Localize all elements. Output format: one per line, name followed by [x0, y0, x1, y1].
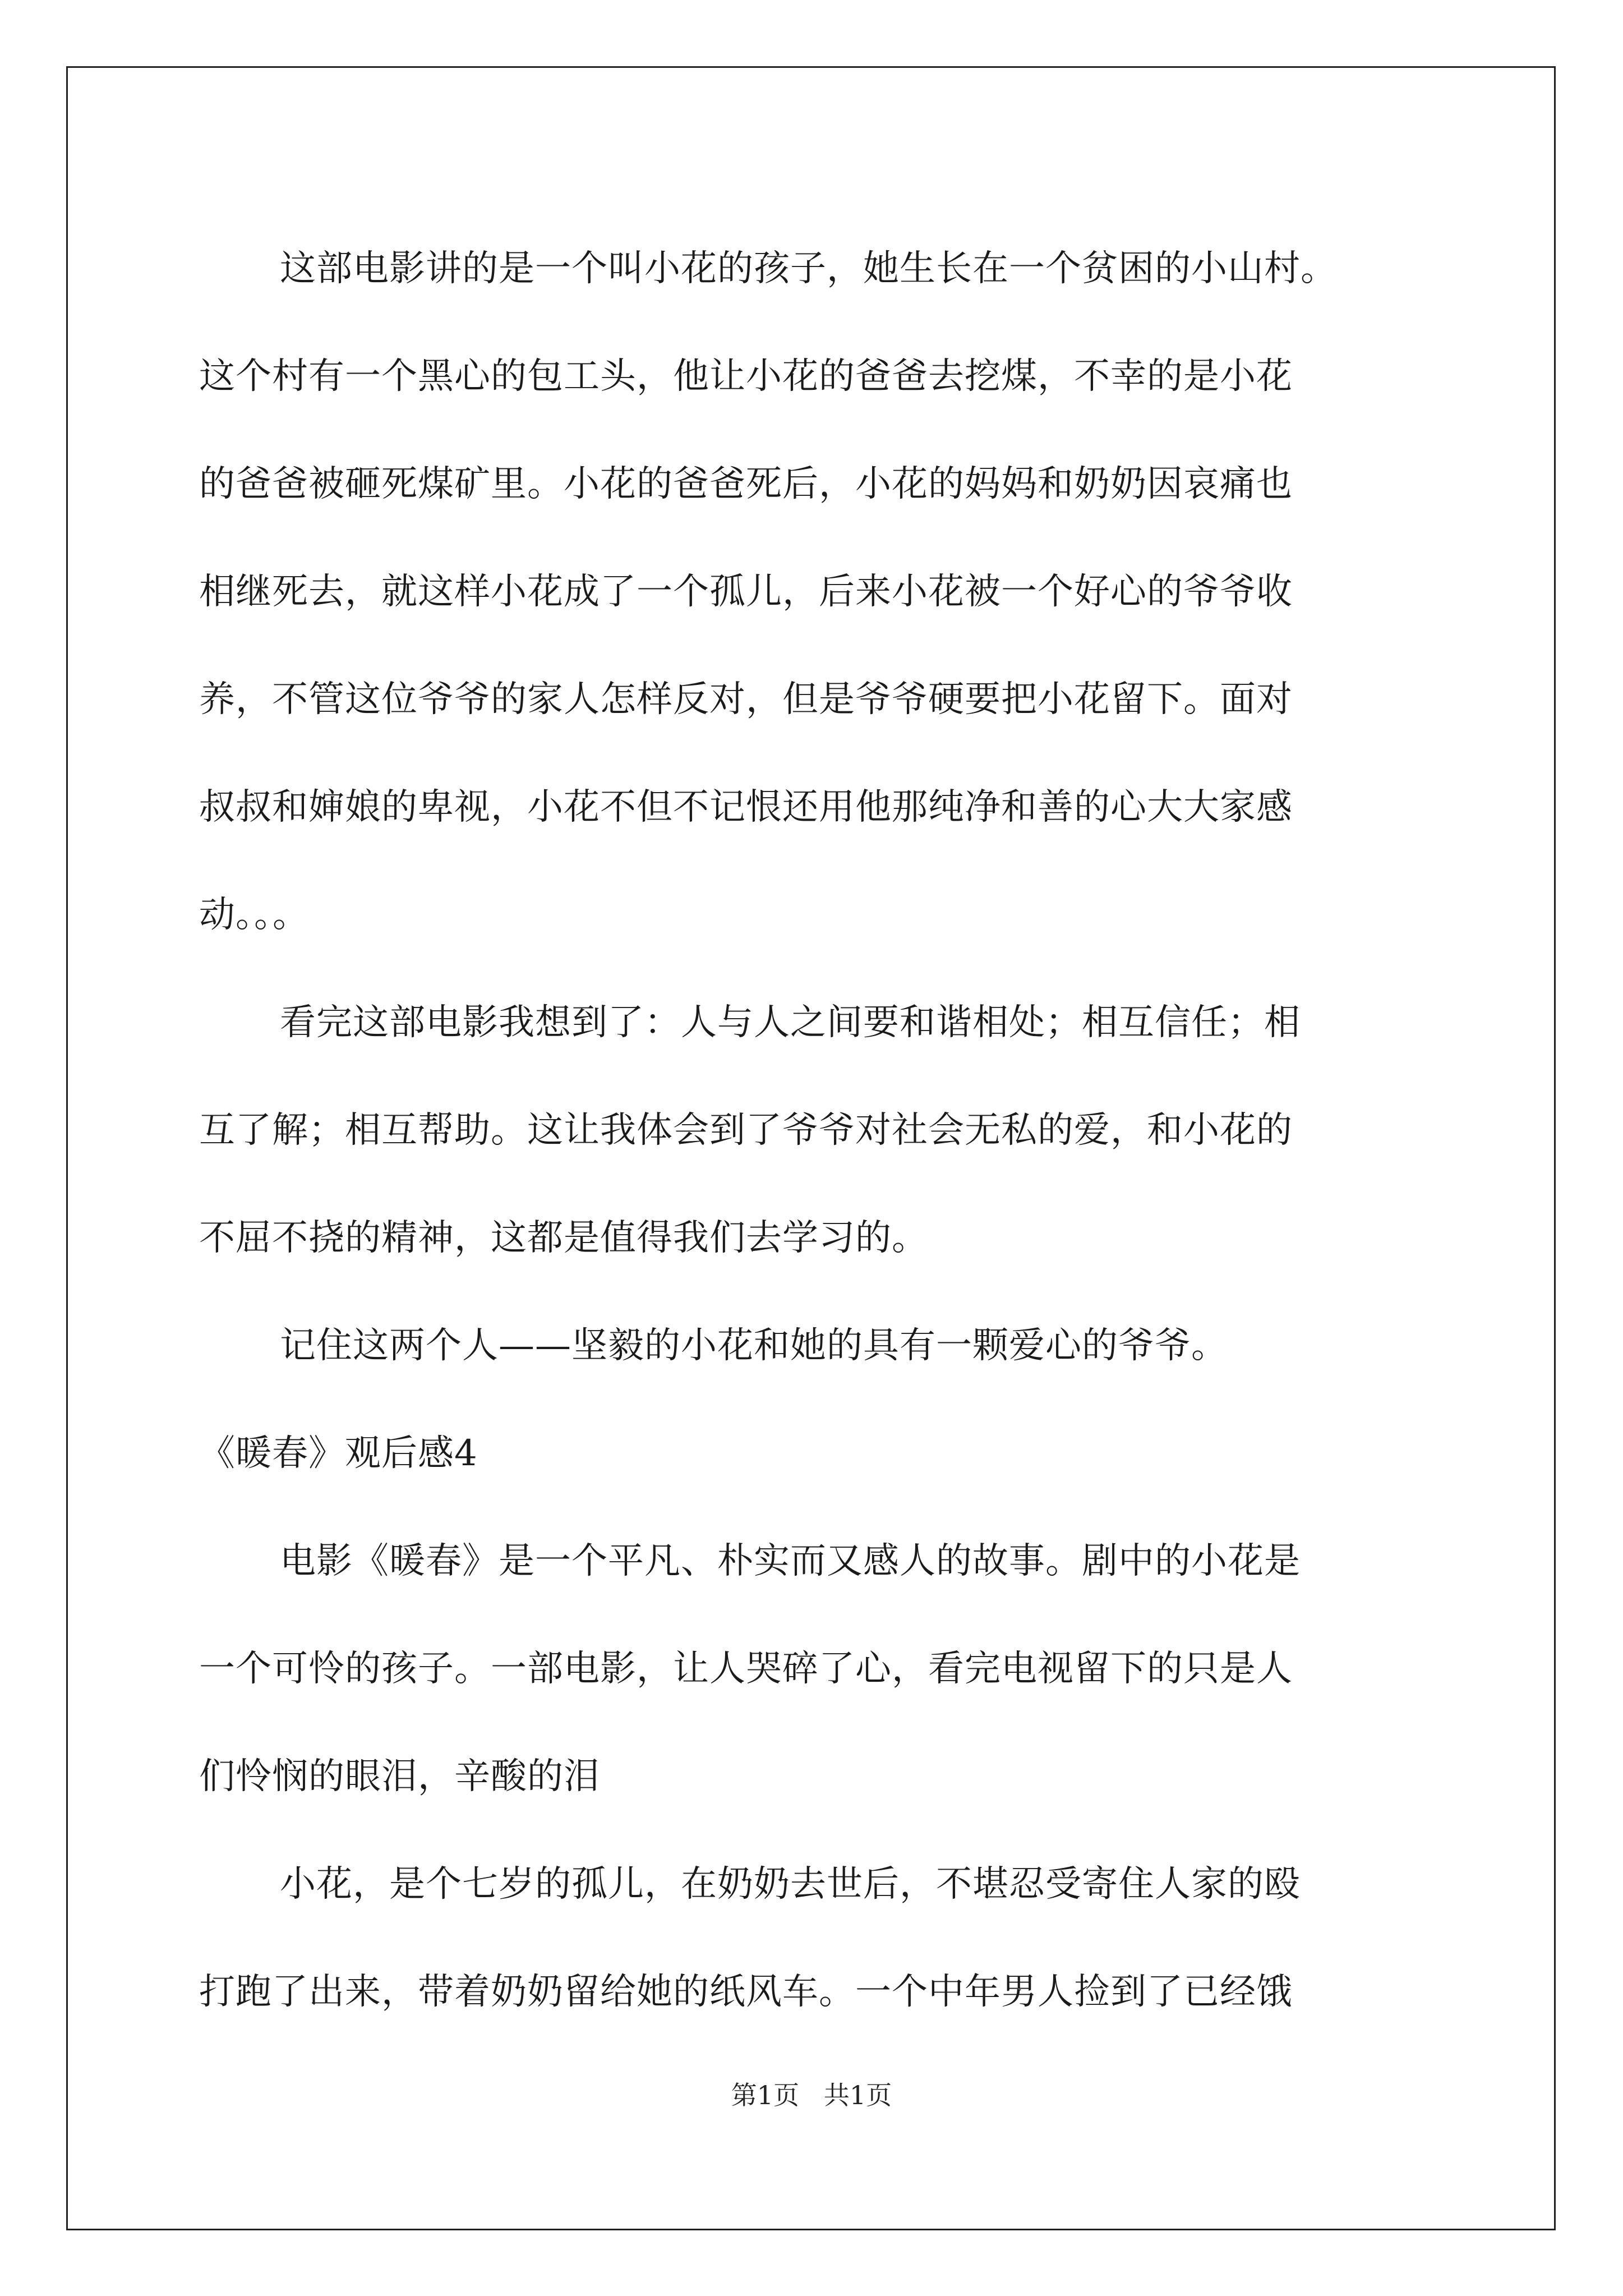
text-line: 这部电影讲的是一个叫小花的孩子，她生长在一个贫困的小山村。 — [280, 248, 1337, 289]
text-line: 电影《暖春》是一个平凡、朴实而又感人的故事。剧中的小花是 — [280, 1540, 1301, 1582]
text-line: 不屈不挠的精神，这都是值得我们去学习的。 — [199, 1217, 928, 1259]
text-line: 相继死去，就这样小花成了一个孤儿，后来小花被一个好心的爷爷收 — [199, 571, 1293, 613]
text-line: 的爸爸被砸死煤矿里。小花的爸爸死后，小花的妈妈和奶奶因哀痛也 — [199, 463, 1293, 505]
text-line: 看完这部电影我想到了：人与人之间要和谐相处；相互信任；相 — [280, 1002, 1301, 1043]
page-number-footer: 第1页 共1页 — [731, 2080, 892, 2110]
text-line: 小花，是个七岁的孤儿，在奶奶去世后，不堪忍受寄住人家的殴 — [280, 1864, 1301, 1905]
text-line: 叔叔和婶娘的卑视，小花不但不记恨还用他那纯净和善的心大大家感 — [199, 786, 1293, 828]
text-line: 记住这两个人——坚毅的小花和她的具有一颗爱心的爷爷。 — [280, 1325, 1228, 1366]
text-line: 一个可怜的孩子。一部电影，让人哭碎了心，看完电视留下的只是人 — [199, 1648, 1293, 1690]
text-line: 互了解；相互帮助。这让我体会到了爷爷对社会无私的爱，和小花的 — [199, 1110, 1293, 1151]
section-heading: 《暖春》观后感4 — [199, 1433, 478, 1474]
document-body — [199, 215, 1427, 2046]
text-line: 们怜悯的眼泪，辛酸的泪 — [199, 1756, 600, 1797]
text-line: 动。。。 — [199, 894, 309, 936]
text-line: 打跑了出来，带着奶奶留给她的纸风车。一个中年男人捡到了已经饿 — [199, 1971, 1293, 2013]
text-line: 这个村有一个黑心的包工头，他让小花的爸爸去挖煤，不幸的是小花 — [199, 356, 1293, 397]
text-line: 养，不管这位爷爷的家人怎样反对，但是爷爷硬要把小花留下。面对 — [199, 679, 1293, 720]
